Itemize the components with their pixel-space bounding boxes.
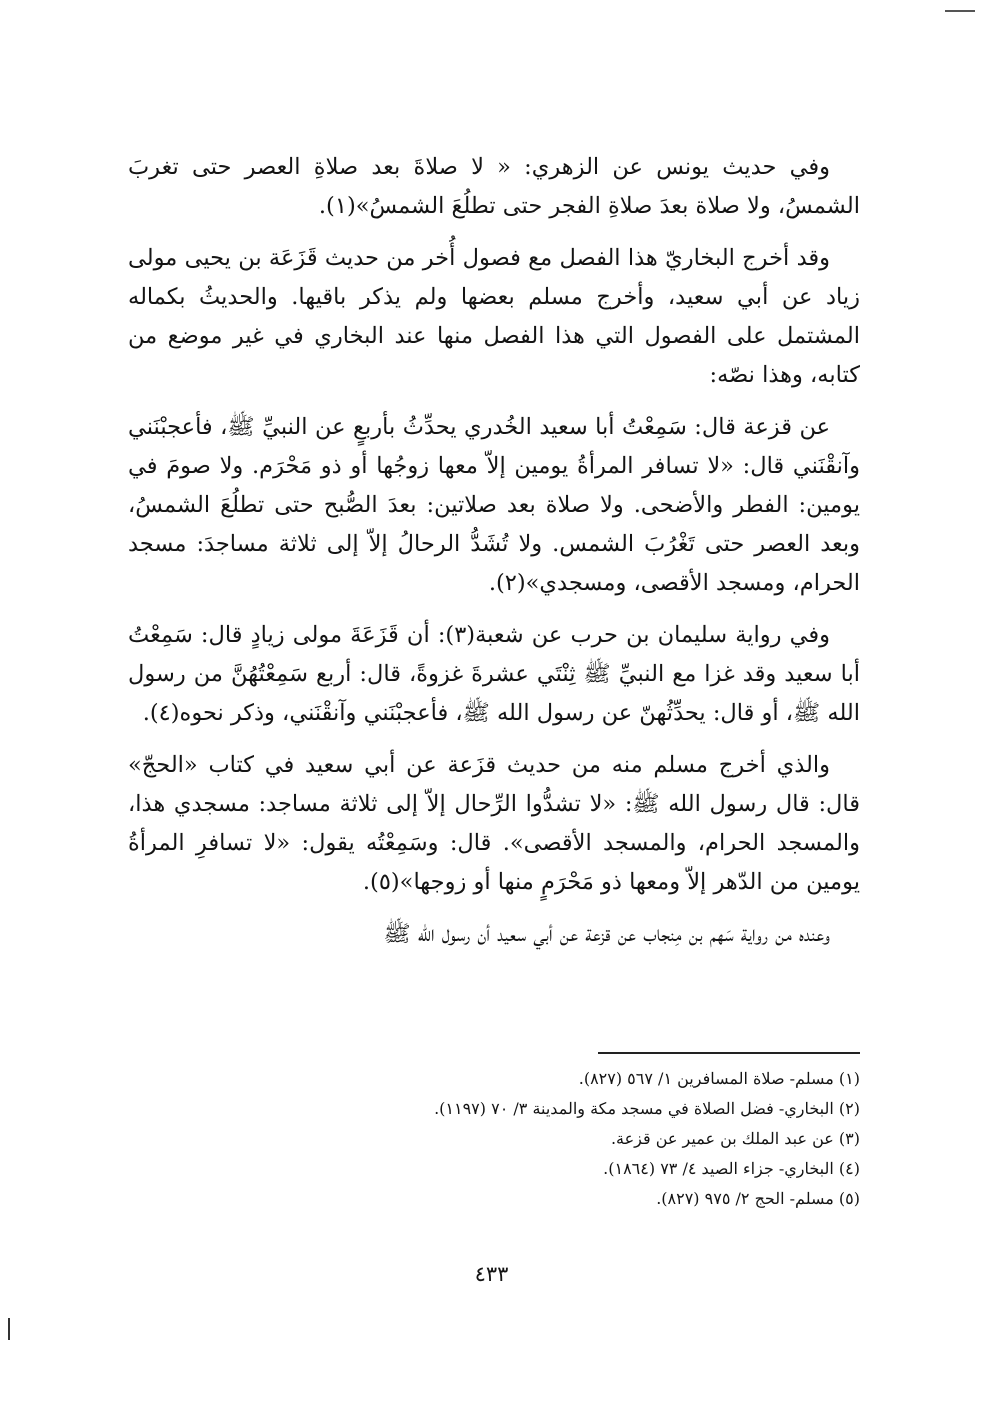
main-text — [128, 148, 860, 967]
scan-corner-mark — [945, 10, 975, 12]
footnote-5: (٥) مسلم- الحج ٢/ ٩٧٥ (٨٢٧). — [656, 1189, 860, 1208]
paragraph-1: وفي حديث يونس عن الزهري: « لا صلاةَ بعد صلاةِ العصر حتى تغربَ الشمسُ، ولا صلاة بعدَ صلاةِ الفجر حتى تطلُعَ الشمسُ»(١). — [128, 154, 860, 219]
paragraph-2: وقد أخرج البخاريّ هذا الفصل مع فصول أُخر من حديث قَزَعَة بن يحيى مولى زياد عن أبي سعيد، وأخرج مسلم بعضها ولم يذكر باقيها. والحديثُ بكماله المشتمل على الفصول التي هذا الفصل منها عند البخاري في غير موضع من كتابه، وهذا نصّه: — [128, 245, 860, 388]
paragraph-5: والذي أخرج مسلم منه من حديث قزَعة عن أبي سعيد في كتاب «الحجّ» قال: قال رسول الله ﷺ: «لا تشدُّوا الرِّحال إلاّ إلى ثلاثة مساجد: مسجدي هذا، والمسجد الحرام، والمسجد الأقصى». قال: وسَمِعْتُه يقول: «لا تسافرِ المرأةُ يومين من الدّهر إلاّ ومعها ذو مَحْرَمٍ منها أو زوجها»(٥). — [128, 752, 860, 895]
footnotes — [300, 1064, 860, 1214]
footnote-separator — [598, 1052, 860, 1054]
paragraph-4: وفي رواية سليمان بن حرب عن شعبة(٣): أن قَزَعَةَ مولى زيادٍ قال: سَمِعْتُ أبا سعيد وقد غزا مع النبيِّ ﷺ ثِنْتَي عشرةَ غزوةً، قال: أربع سَمِعْتُهُنَّ من رسول الله ﷺ، أو قال: يحدِّثُهنّ عن رسول الله ﷺ، فأعجبْنَني وآنقْنَني، وذكر نحوه(٤). — [128, 622, 860, 726]
paragraph-6: وعنده من رواية سَهم بن مِنجاب عن قزعة عن أبي سعيد أن رسول الله ﷺ — [383, 921, 830, 947]
footnote-4: (٤) البخاري- جزاء الصيد ٤/ ٧٣ (١٨٦٤). — [603, 1159, 860, 1178]
footnote-2: (٢) البخاري- فضل الصلاة في مسجد مكة والمدينة ٣/ ٧٠ (١١٩٧). — [434, 1099, 860, 1118]
paragraph-3: عن قزعة قال: سَمِعْتُ أبا سعيد الخُدري يحدِّثُ بأربعٍ عن النبيِّ ﷺ، فأعجبْنَني وآنقْنَني قال: «لا تسافر المرأةُ يومين إلاّ معها زوجُها أو ذو مَحْرَم. ولا صومَ في يومين: الفطر والأضحى. ولا صلاة بعد صلاتين: بعدَ الصُّبح حتى تطلُعَ الشمسُ، وبعد العصر حتى تَغْرُبَ الشمس. ولا تُشَدُّ الرحالُ إلاّ إلى ثلاثة مساجدَ: مسجد الحرام، ومسجد الأقصى، ومسجدي»(٢). — [128, 414, 860, 596]
footnote-3: (٣) عن عبد الملك بن عمير عن قزعة. — [610, 1129, 860, 1148]
footnote-1: (١) مسلم- صلاة المسافرين ١/ ٥٦٧ (٨٢٧). — [578, 1069, 860, 1088]
page-number: ٤٣٣ — [474, 1262, 509, 1286]
scan-margin-mark — [8, 1318, 10, 1340]
